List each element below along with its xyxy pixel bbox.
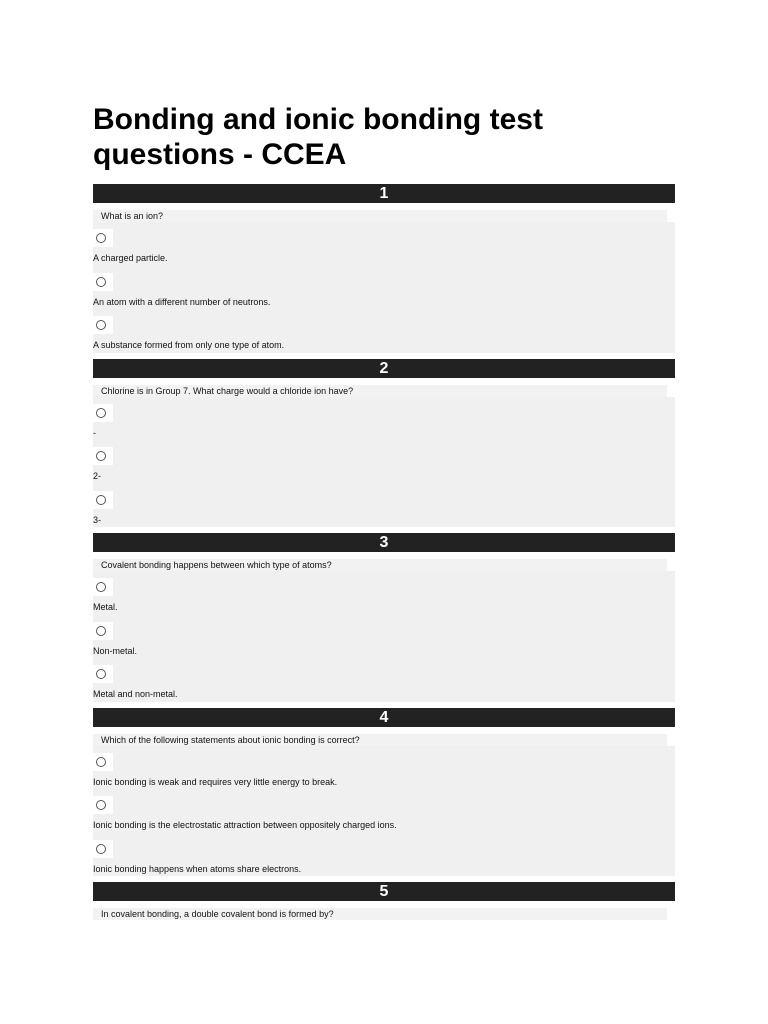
option-label: - [93, 427, 96, 438]
radio-button[interactable] [96, 626, 106, 636]
options-list [93, 746, 675, 877]
radio-button[interactable] [96, 582, 106, 592]
option-label: A charged particle. [93, 253, 168, 263]
option-label: A substance formed from only one type of atom. [93, 340, 285, 350]
radio-button[interactable] [96, 800, 106, 810]
option[interactable] [93, 571, 675, 615]
radio-button[interactable] [96, 495, 106, 505]
option[interactable] [93, 658, 675, 702]
options-list [93, 397, 675, 528]
option-label: Non-metal. [93, 645, 138, 656]
question-number: 2 [93, 359, 675, 378]
radio-button[interactable] [96, 408, 106, 418]
question-text: What is an ion? [93, 210, 667, 222]
question-4 [93, 708, 675, 877]
option-label: 2- [93, 471, 102, 481]
radio-button[interactable] [96, 277, 106, 287]
page [93, 102, 675, 920]
radio-button[interactable] [96, 669, 106, 679]
question-number: 3 [93, 533, 675, 552]
option-label: Ionic bonding happens when atoms share electrons. [93, 863, 302, 874]
option[interactable] [93, 833, 675, 877]
option[interactable] [93, 615, 675, 659]
radio-button[interactable] [96, 844, 106, 854]
option[interactable] [93, 222, 675, 266]
radio-button[interactable] [96, 451, 106, 461]
question-2 [93, 359, 675, 528]
question-text: Which of the following statements about ionic bonding is correct? [93, 734, 667, 746]
radio-button[interactable] [96, 233, 106, 243]
option-label: Metal. [93, 602, 118, 612]
option-label: Ionic bonding is the electrostatic attraction between oppositely charged ions. [93, 820, 397, 830]
radio-button[interactable] [96, 320, 106, 330]
option-label: An atom with a different number of neutrons. [93, 296, 271, 307]
question-text: In covalent bonding, a double covalent bond is formed by? [93, 908, 667, 920]
option[interactable] [93, 266, 675, 310]
option-label: Ionic bonding is weak and requires very little energy to break. [93, 776, 338, 787]
option[interactable] [93, 309, 675, 353]
option[interactable] [93, 440, 675, 484]
question-number: 5 [93, 882, 675, 901]
option-label: 3- [93, 514, 102, 525]
radio-button[interactable] [96, 757, 106, 767]
question-number: 4 [93, 708, 675, 727]
option[interactable] [93, 484, 675, 528]
options-list [93, 222, 675, 353]
question-number: 1 [93, 184, 675, 203]
question-5 [93, 882, 675, 920]
question-1 [93, 184, 675, 353]
option[interactable] [93, 397, 675, 441]
question-text: Covalent bonding happens between which type of atoms? [93, 559, 667, 571]
option[interactable] [93, 789, 675, 833]
option[interactable] [93, 746, 675, 790]
question-3 [93, 533, 675, 702]
page-title: Bonding and ionic bonding test questions - CCEA [93, 103, 543, 171]
options-list [93, 571, 675, 702]
option-label: Metal and non-metal. [93, 689, 178, 699]
question-text: Chlorine is in Group 7. What charge would a chloride ion have? [93, 385, 667, 397]
